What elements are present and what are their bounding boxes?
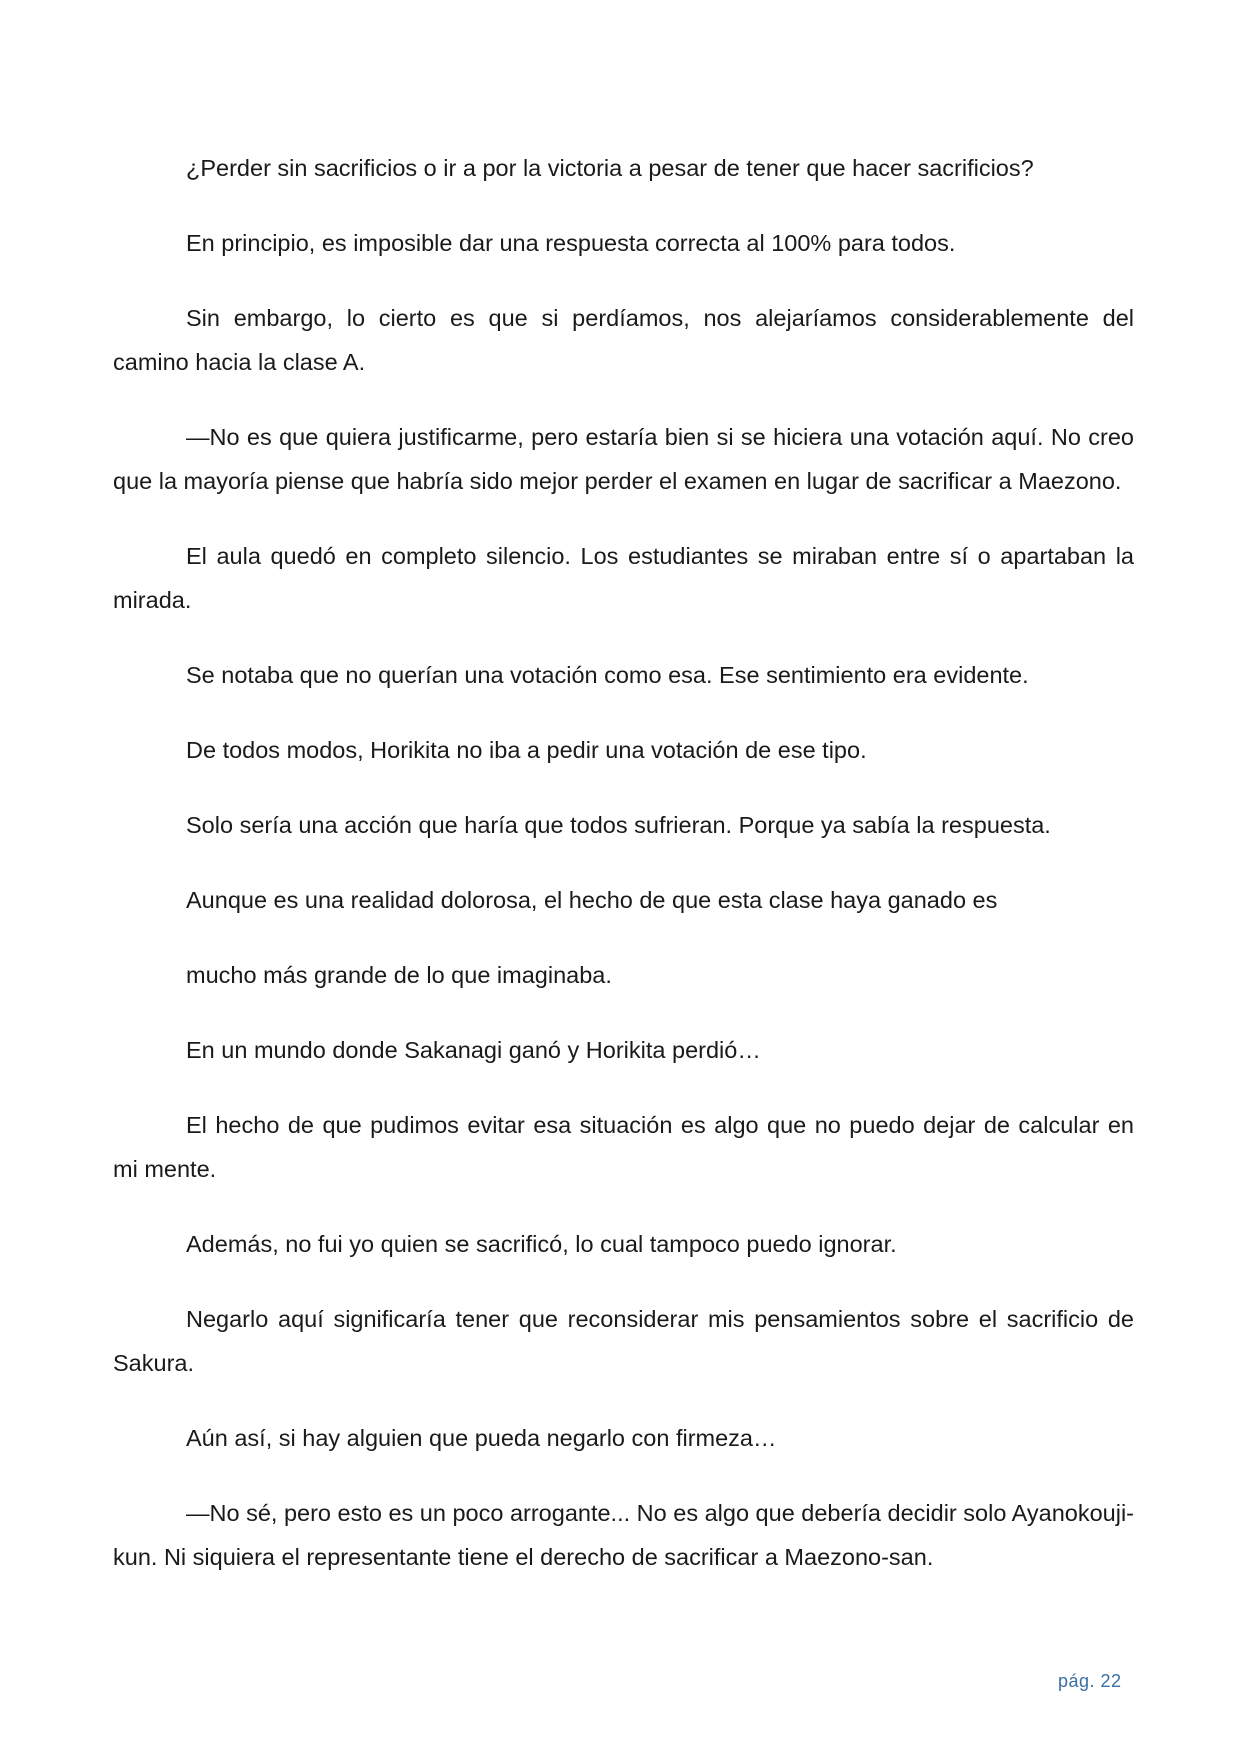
paragraph-16: —No sé, pero esto es un poco arrogante... No es algo que debería decidir solo Ayanokouji-kun. Ni siquiera el representante tiene el derecho de sacrificar a Maezono-san. (113, 1500, 1134, 1570)
paragraph-13: Además, no fui yo quien se sacrificó, lo cual tampoco puedo ignorar. (186, 1231, 897, 1257)
page-number: pág. 22 (1058, 1671, 1122, 1691)
paragraph-1: ¿Perder sin sacrificios o ir a por la victoria a pesar de tener que hacer sacrificios? (186, 155, 1034, 181)
paragraph-7: De todos modos, Horikita no iba a pedir una votación de ese tipo. (186, 737, 867, 763)
text-body (113, 146, 1134, 1610)
paragraph-3: Sin embargo, lo cierto es que si perdíamos, nos alejaríamos considerablemente del camino hacia la clase A. (113, 305, 1134, 375)
paragraph-4: —No es que quiera justificarme, pero estaría bien si se hiciera una votación aquí. No creo que la mayoría piense que habría sido mejor perder el examen en lugar de sacrificar a Maezono. (113, 424, 1134, 494)
paragraph-5: El aula quedó en completo silencio. Los estudiantes se miraban entre sí o apartaban la mirada. (113, 543, 1134, 613)
paragraph-14: Negarlo aquí significaría tener que reconsiderar mis pensamientos sobre el sacrificio de Sakura. (113, 1306, 1134, 1376)
paragraph-9: Aunque es una realidad dolorosa, el hecho de que esta clase haya ganado es (186, 887, 998, 913)
paragraph-2: En principio, es imposible dar una respuesta correcta al 100% para todos. (186, 230, 956, 256)
paragraph-15: Aún así, si hay alguien que pueda negarlo con firmeza… (186, 1425, 777, 1451)
paragraph-12: El hecho de que pudimos evitar esa situación es algo que no puedo dejar de calcular en mi mente. (113, 1112, 1134, 1182)
paragraph-10: mucho más grande de lo que imaginaba. (186, 962, 612, 988)
paragraph-8: Solo sería una acción que haría que todos sufrieran. Porque ya sabía la respuesta. (186, 812, 1051, 838)
paragraph-6: Se notaba que no querían una votación como esa. Ese sentimiento era evidente. (186, 662, 1029, 688)
paragraph-11: En un mundo donde Sakanagi ganó y Horikita perdió… (186, 1037, 761, 1063)
